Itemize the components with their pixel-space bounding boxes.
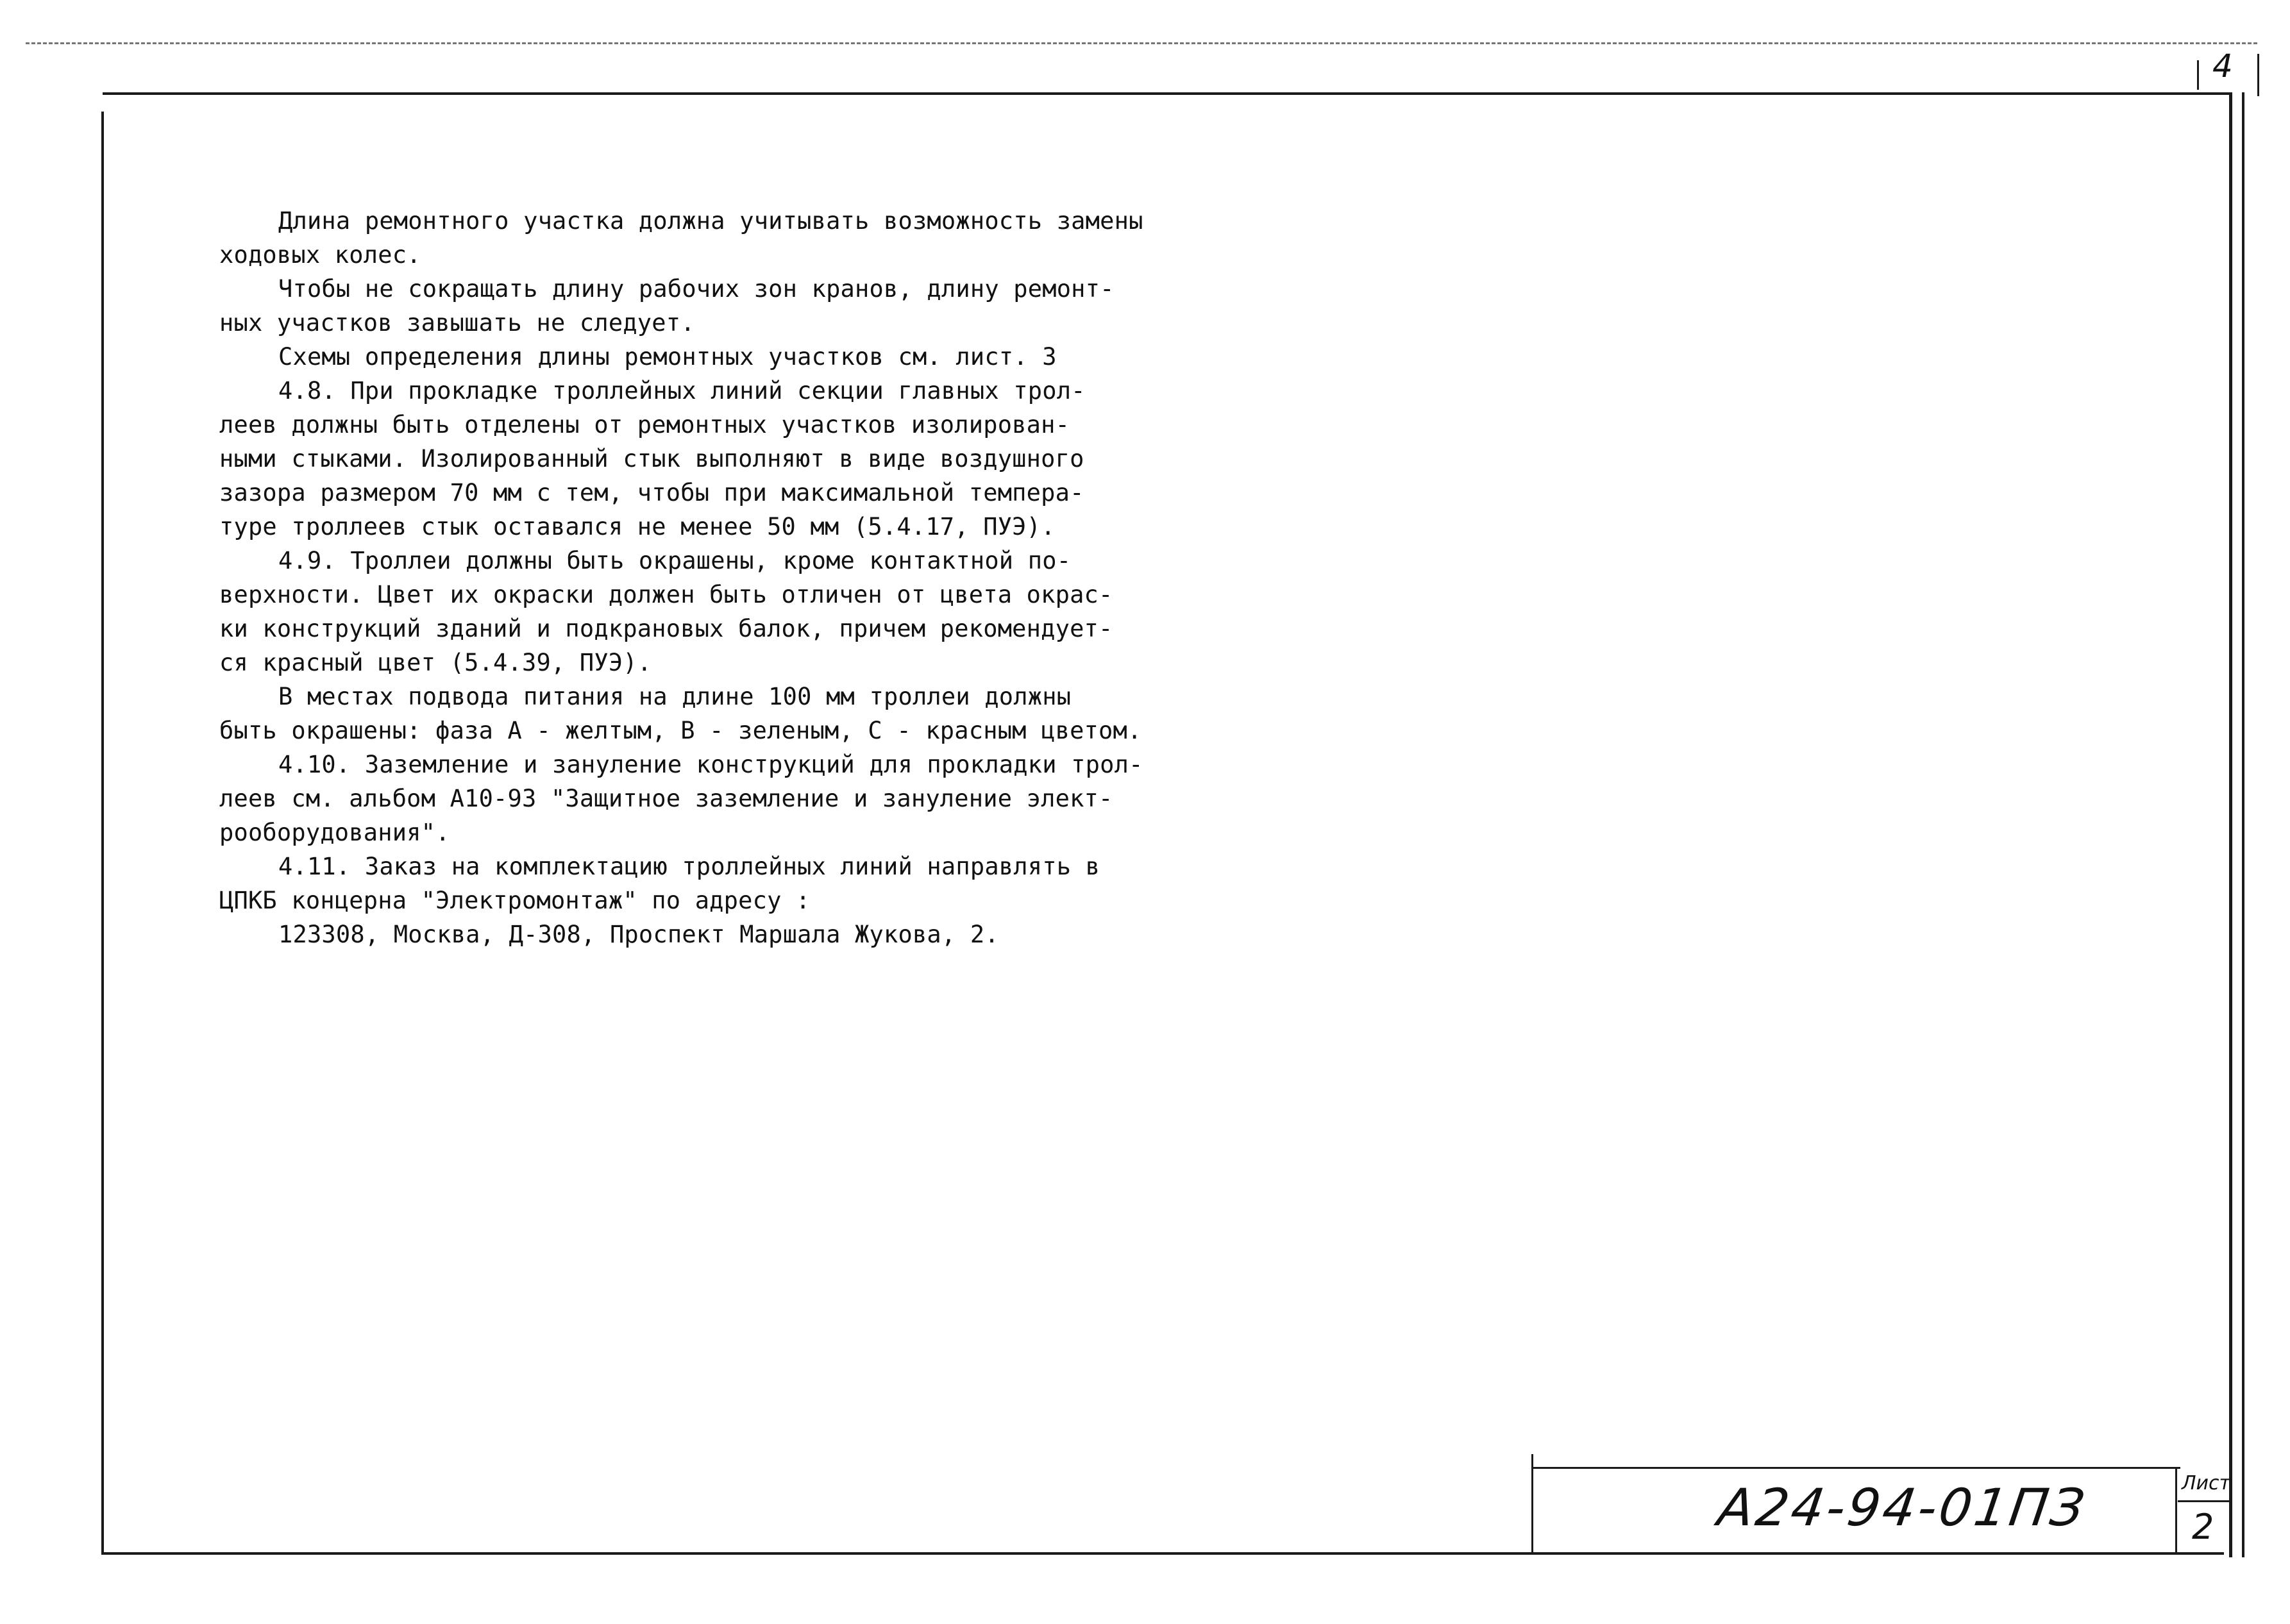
text-line: Чтобы не сокращать длину рабочих зон кранов, длину ремонт- [278, 275, 1115, 303]
text-line: 4.11. Заказ на комплектацию троллейных линий направлять в [278, 853, 1100, 880]
text-line: ных участков завышать не следует. [219, 309, 695, 337]
text-line: ходовых колес. [219, 241, 421, 269]
frame-corner-mark [2257, 54, 2259, 96]
text-line: Длина ремонтного участка должна учитывать возможность замены [278, 207, 1143, 235]
text-line: 4.10. Заземление и зануление конструкций для прокладки трол- [278, 751, 1143, 778]
document-body [219, 204, 1168, 951]
text-line: леев должны быть отделены от ремонтных участков изолирован- [219, 411, 1070, 439]
frame-top-border [103, 92, 2232, 95]
title-block-top [1533, 1467, 2180, 1469]
text-line: В местах подвода питания на длине 100 мм троллеи должны [278, 683, 1072, 710]
text-line: туре троллеев стык оставался не менее 50 мм (5.4.17, ПУЭ). [219, 513, 1056, 540]
text-line: зазора размером 70 мм с тем, чтобы при максимальной темпера- [219, 479, 1084, 506]
text-line: рооборудования". [219, 819, 450, 846]
page-number-tick [2197, 60, 2199, 90]
title-block-divider [2178, 1500, 2229, 1502]
text-line: ными стыками. Изолированный стык выполняют в виде воздушного [219, 445, 1084, 473]
text-line: верхности. Цвет их окраски должен быть отличен от цвета окрас- [219, 581, 1113, 608]
document-code: А24-94-01ПЗ [1714, 1478, 2091, 1537]
frame-right-border [2229, 92, 2232, 1557]
text-line: леев см. альбом А10-93 "Защитное заземление и зануление элект- [219, 785, 1113, 812]
title-block-left [1531, 1454, 1533, 1554]
sheet-number: 2 [2192, 1507, 2214, 1547]
frame-right-inner-border [2242, 92, 2244, 1557]
text-line: 123308, Москва, Д-308, Проспект Маршала Жукова, 2. [278, 921, 999, 948]
text-line: ки конструкций зданий и подкрановых балок, причем рекомендует- [219, 615, 1113, 642]
page-number: 4 [2212, 47, 2233, 85]
top-dashed-line [26, 42, 2257, 44]
text-line: ЦПКБ концерна "Электромонтаж" по адресу : [219, 887, 811, 914]
text-line: быть окрашены: фаза А - желтым, В - зеленым, С - красным цветом. [219, 717, 1142, 744]
frame-left-border [101, 112, 104, 1554]
sheet-label: Лист [2182, 1472, 2231, 1494]
text-line: 4.8. При прокладке троллейных линий секции главных трол- [278, 377, 1086, 405]
text-line: Схемы определения длины ремонтных участков см. лист. 3 [278, 343, 1057, 371]
title-block-right [2175, 1467, 2177, 1554]
text-line: ся красный цвет (5.4.39, ПУЭ). [219, 649, 652, 676]
frame-bottom-border [101, 1552, 2224, 1555]
text-line: 4.9. Троллеи должны быть окрашены, кроме контактной по- [278, 547, 1072, 574]
